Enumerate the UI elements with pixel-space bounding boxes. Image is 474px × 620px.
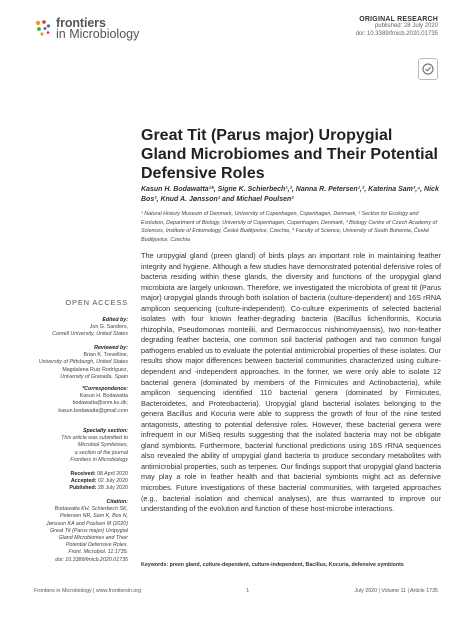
specialty-section bbox=[34, 428, 128, 464]
reviewer-name: Magdalena Ruiz Rodríguez, bbox=[62, 366, 128, 373]
published-date: published: 28 July 2020 bbox=[374, 23, 438, 29]
article-title: Great Tit (Parus major) Uropygial Gland Microbiomes and Their Potential Defensive Roles bbox=[141, 127, 438, 182]
keywords-label: Keywords: bbox=[141, 562, 169, 568]
correspondence-email[interactable]: kasun.bodawatta@gmail.com bbox=[58, 407, 128, 414]
citation-line: Petersen NR, Sam K, Bos N, bbox=[59, 513, 128, 520]
page-number: 1 bbox=[246, 588, 250, 594]
received-date: 08 April 2020 bbox=[97, 471, 128, 477]
citation-line: Front. Microbiol. 11:1735. bbox=[68, 549, 128, 556]
footer-journal[interactable]: Frontiers in Microbiology | www.frontiersin.org bbox=[34, 588, 142, 594]
correspondence-name: Kasun H. Bodawatta bbox=[79, 393, 128, 400]
citation-line: Jønsson KA and Poulsen M (2020) bbox=[46, 520, 128, 527]
logo-line1: frontiers bbox=[56, 16, 106, 30]
reviewed-by-section bbox=[34, 345, 128, 381]
frontiers-logo-icon bbox=[34, 19, 52, 37]
editor-affiliation: Cornell University, United States bbox=[52, 331, 128, 338]
specialty-heading: Specialty section: bbox=[82, 428, 128, 434]
citation-line: Potential Defensive Roles. bbox=[65, 542, 128, 549]
keywords-line bbox=[141, 562, 441, 568]
received-label: Received: bbox=[70, 471, 96, 477]
reviewer-affiliation: University of Granada, Spain bbox=[60, 373, 128, 380]
accepted-label: Accepted: bbox=[70, 478, 97, 485]
affiliations: ¹ Natural History Museum of Denmark, University of Copenhagen, Copenhagen, Denmark, ² Section for Ecology and Evolution, Department of Biology, University of Copenhagen, Copenhagen, Denmark, ³ Biology Centre of Czech Academy of Sciences, Institute of Entomology, České Budějovice, Czechia, ⁴ Faculty of Science, University of South Bohemia, České Budějovice, Czechia bbox=[141, 211, 438, 243]
article-type: ORIGINAL RESEARCH bbox=[359, 16, 438, 23]
correspondence-section bbox=[34, 386, 128, 415]
citation-line: Bodawatta KH, Schierbech SK, bbox=[54, 506, 128, 513]
correspondence-heading: *Correspondence: bbox=[82, 386, 128, 392]
sidebar-published-date: 28 July 2020 bbox=[97, 485, 128, 492]
specialty-line: Microbial Symbioses, bbox=[77, 442, 128, 449]
citation-heading: Citation: bbox=[106, 499, 128, 505]
editor-name: Jon G. Sanders, bbox=[89, 324, 128, 331]
specialty-line: This article was submitted to bbox=[61, 435, 128, 442]
citation-section bbox=[34, 499, 128, 564]
open-access-label: OPEN ACCESS bbox=[65, 298, 128, 307]
logo-line2: in Microbiology bbox=[56, 27, 140, 41]
citation-line: Great Tit (Parus major) Uropygial bbox=[50, 527, 128, 534]
edited-by-heading: Edited by: bbox=[102, 317, 128, 323]
published-label: Published: bbox=[69, 485, 97, 492]
dates-section bbox=[34, 471, 128, 493]
accepted-date: 02 July 2020 bbox=[97, 478, 128, 485]
article-doi[interactable]: doi: 10.3389/fmicb.2020.01735 bbox=[355, 30, 438, 37]
footer-issue: July 2020 | Volume 11 | Article 1735 bbox=[354, 588, 438, 594]
check-for-updates-icon bbox=[422, 63, 434, 75]
journal-logo[interactable] bbox=[34, 18, 139, 40]
abstract-text: The uropygial gland (preen gland) of birds plays an important role in maintaining feather integrity and hygiene. Although a few studies have demonstrated potential defensive roles of bacteria residing within these glands, the diversity and functions of the uropygial gland microbiota are largely unknown. Therefore, we investigated the microbiota of great tit (Parus major) uropygial glands through both isolation of bacteria (culture-dependent) and 16S rRNA amplicon sequencing (culture-independent). Co-culture experiments of selected bacterial isolates with four known feather-degrading bacteria (Bacillus licheniformis, Kocuria rhizophila, Pseudomonas monteilii, and Dermacoccus nishinomiyaensis), two non-feather degrading feather bacteria, one common soil bacterial pathogen and two common fungal pathogens enabled us to evaluate the potential antimicrobial properties of these isolates. Our results show major differences between bacterial communities characterized using culture-dependent and -independent approaches. In the former, we were only able to isolate 12 bacterial genera (dominated by members of the Firmicutes and Actinobacteria), while amplicon sequencing identified 110 bacterial genera (dominated by Firmicutes, Bacteroidetes, and Proteobacteria). Uropygial gland bacterial isolates belonging to the genera Bacillus and Kocuria were able to suppress the growth of four of the nine tested antagonists, attesting to potential defensive roles. However, these bacterial genera were infrequent in our MiSeq results suggesting that the isolated bacteria may not be obligate gland symbionts. Furthermore, bacterial functional predictions using 16S rRNA sequences also revealed the ability of uropygial gland bacteria to produce secondary metabolites with antimicrobial properties, such as terpenes. Our findings support that uropygial gland bacteria may play a role in feather health and that bacterial symbionts might act as defensive microbes. Future investigations of these bacterial communities, with targeted approaches (e.g., bacterial isolation and chemical analyses), are thus warranted to improve our understanding of the evolution and function of these host-microbe interactions. bbox=[141, 251, 441, 514]
reviewed-by-heading: Reviewed by: bbox=[94, 345, 128, 351]
citation-doi[interactable]: doi: 10.3389/fmicb.2020.01735 bbox=[55, 556, 128, 563]
reviewer-affiliation: University of Pittsburgh, United States bbox=[38, 359, 128, 366]
specialty-line: a section of the journal bbox=[74, 449, 128, 456]
article-header-info bbox=[356, 16, 438, 38]
author-list: Kasun H. Bodawatta¹*, Signe K. Schierbech¹,², Nanna R. Petersen¹,², Katerina Sam³,⁴, Nick Bos², Knud A. Jønsson¹ and Michael Poulsen² bbox=[141, 186, 439, 203]
correspondence-email[interactable]: bodawatta@snm.ku.dk; bbox=[72, 400, 128, 407]
check-for-updates-button[interactable] bbox=[418, 58, 438, 80]
reviewer-name: Brian K. Trevelline, bbox=[83, 352, 128, 359]
citation-line: Gland Microbiomes and Their bbox=[58, 535, 128, 542]
page-footer bbox=[34, 588, 438, 594]
edited-by-section bbox=[34, 317, 128, 339]
specialty-line: Frontiers in Microbiology bbox=[70, 456, 128, 463]
keywords-list: preen gland, culture-dependent, culture-independent, Bacillus, Kocuria, defensive symbionts bbox=[169, 562, 404, 568]
